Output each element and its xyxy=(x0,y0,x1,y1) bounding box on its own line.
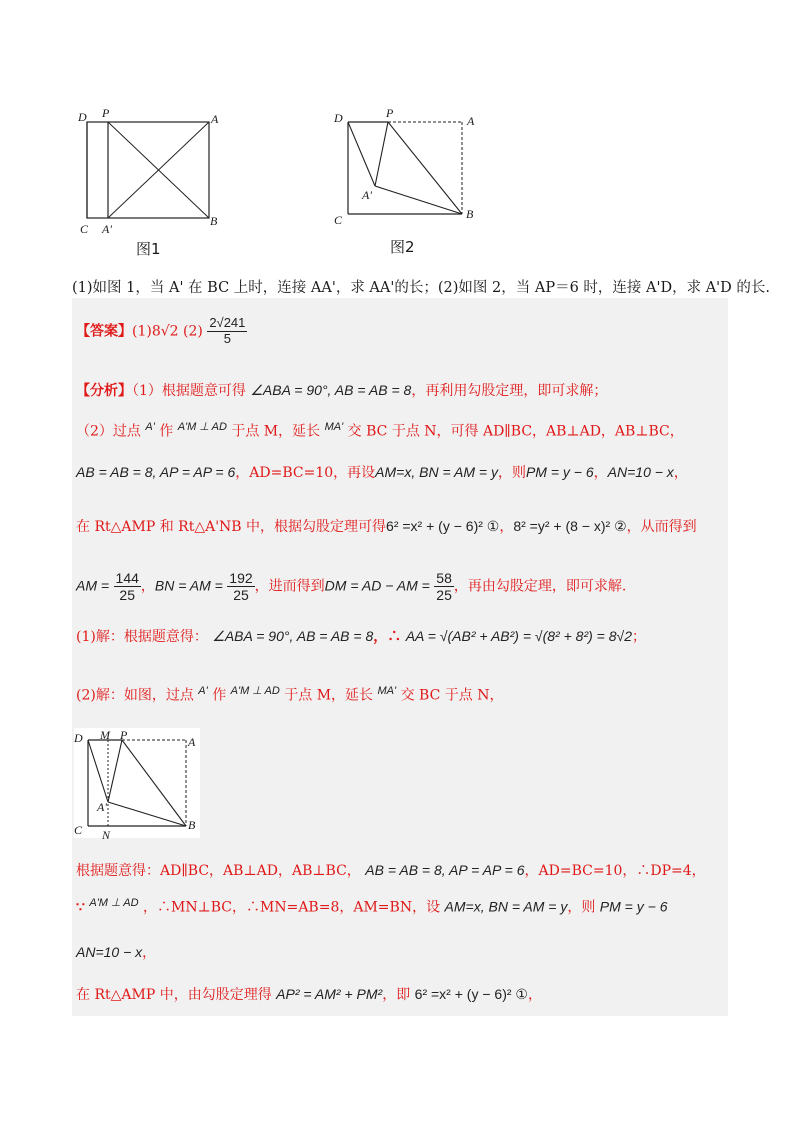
solution-s6-math: AP² = AM² + PM² xyxy=(276,986,383,1002)
analysis-frac-192 xyxy=(227,570,254,603)
analysis-label: 【分析】 xyxy=(76,383,132,399)
fig3-label-a: A xyxy=(188,735,196,749)
solution-s2-a: (2)解：如图，过点 xyxy=(76,687,194,704)
frac-144-den: 25 xyxy=(119,587,135,604)
analysis-frac-58 xyxy=(434,570,454,603)
solution-s2-d: 交 BC 于点 N， xyxy=(400,687,504,704)
solution-s1-a: (1)解：根据题意得： xyxy=(76,629,208,645)
frac-58-num: 58 xyxy=(436,570,452,586)
fig2-label-p: P xyxy=(386,106,394,120)
fig2-label-c: C xyxy=(334,213,343,227)
fig2-caption: 图2 xyxy=(390,238,415,256)
analysis-l4-math1: 6² =x² + (y − 6)² ① xyxy=(386,518,500,534)
fig1-label-d: D xyxy=(78,110,87,124)
solution-s6-b: ，即 xyxy=(382,987,411,1003)
solution-line-2 xyxy=(76,684,503,705)
analysis-l3-c: ，则 xyxy=(497,465,526,481)
solution-s6-math2: 6² =x² + (y − 6)² ① xyxy=(414,986,528,1002)
analysis-l2-c: 于点 M，延长 xyxy=(231,423,321,440)
frac-58-den: 25 xyxy=(436,587,452,604)
answer-part1: (1)8√2 xyxy=(132,323,179,340)
analysis-l5-math3: DM = AD − AM = xyxy=(324,577,430,594)
analysis-line-3 xyxy=(76,462,688,482)
fig1-label-a: A xyxy=(211,112,219,126)
fig1-caption: 图1 xyxy=(136,240,161,258)
analysis-line-4 xyxy=(76,516,697,536)
figure-1 xyxy=(70,100,230,260)
analysis-l2-d: 交 BC 于点 N，可得 AD∥BC，AB⊥AD，AB⊥BC， xyxy=(347,423,684,440)
analysis-l4-a: 在 Rt△AMP 和 Rt△A'NB 中，根据勾股定理可得 xyxy=(76,519,387,535)
fig1-label-p: P xyxy=(102,106,110,120)
solution-perp: A'M ⊥ AD xyxy=(230,685,280,697)
solution-line-3 xyxy=(76,860,706,880)
analysis-line-5 xyxy=(76,570,626,603)
solution-ma-prime: MA' xyxy=(377,685,397,697)
solution-s3-math: AB = AB = 8, AP = AP = 6 xyxy=(365,862,525,878)
fig3-label-a-prime: A' xyxy=(97,800,107,814)
analysis-l5-b: ，进而得到 xyxy=(254,578,325,595)
frac-192-den: 25 xyxy=(233,587,249,604)
analysis-l5-c: ，再由勾股定理，即可求解. xyxy=(453,578,627,595)
fig1-label-a-prime: A' xyxy=(102,222,112,236)
solution-s4-c: ，则 xyxy=(567,899,596,916)
analysis-l3-b: ，AD=BC=10，再设 xyxy=(235,465,376,481)
solution-s6-c: ， xyxy=(527,987,542,1003)
analysis-l2-b: 作 xyxy=(159,423,174,440)
solution-line-4 xyxy=(76,896,667,917)
solution-s2-b: 作 xyxy=(212,687,227,704)
analysis-l3-d: ， xyxy=(593,465,608,481)
solution-s3-a: 根据题意得：AD∥BC，AB⊥AD，AB⊥BC， xyxy=(76,863,361,879)
analysis-line-1 xyxy=(76,380,607,400)
solution-s4-math2: PM = y − 6 xyxy=(599,898,668,915)
analysis-l1-math: ∠ABA = 90°, AB = AB = 8 xyxy=(250,382,412,398)
analysis-l3-math: AB = AB = 8, AP = AP = 6 xyxy=(76,464,236,480)
analysis-line-2 xyxy=(76,420,684,441)
answer-line xyxy=(76,316,247,347)
analysis-l1-tail: ，再利用勾股定理，即可求解； xyxy=(411,383,608,399)
answer-frac-num: 2√241 xyxy=(209,315,246,330)
solution-s5-math: AN=10 − x xyxy=(76,944,143,960)
analysis-frac-144 xyxy=(114,570,141,603)
analysis-l4-c: ，从而得到 xyxy=(626,519,697,535)
answer-frac-den: 5 xyxy=(223,330,231,346)
solution-s4-b: ，∴MN⊥BC，∴MN=AB=8，AM=BN，设 xyxy=(143,899,441,916)
solution-s1-math2: AA = √(AB² + AB²) = √(8² + 8²) = 8√2 xyxy=(405,628,632,644)
solution-s6-a: 在 Rt△AMP 中，由勾股定理得 xyxy=(76,987,272,1003)
figure-3-drawing xyxy=(74,728,200,838)
solution-line-5 xyxy=(76,942,156,962)
analysis-perp: A'M ⊥ AD xyxy=(177,421,227,433)
analysis-l5-math2: BN = AM = xyxy=(154,577,223,594)
fig3-label-b: B xyxy=(188,818,196,832)
analysis-l5-comma: ， xyxy=(140,578,155,595)
analysis-l4-math2: 8² =y² + (8 − x)² ② xyxy=(513,518,627,534)
solution-s4-a: ∵ xyxy=(76,899,85,916)
analysis-l2-a: （2）过点 xyxy=(76,423,141,440)
solution-s4-perp: A'M ⊥ AD xyxy=(89,897,139,909)
answer-part2: (2) xyxy=(183,323,203,340)
analysis-l3-math3: PM = y − 6 xyxy=(525,464,594,480)
analysis-ma-prime: MA' xyxy=(324,421,344,433)
solution-line-6 xyxy=(76,984,542,1004)
solution-s4-math: AM=x, BN = AM = y xyxy=(444,898,568,915)
fig3-label-c: C xyxy=(74,823,83,837)
solution-s3-b: ，AD=BC=10，∴DP=4， xyxy=(524,863,706,879)
figure-3 xyxy=(74,728,200,838)
fig1-label-b: B xyxy=(210,214,218,228)
frac-192-num: 192 xyxy=(229,570,253,586)
solution-s2-c: 于点 M，延长 xyxy=(284,687,374,704)
analysis-l4-b: ， xyxy=(499,519,514,535)
fig2-label-a: A xyxy=(467,114,475,128)
question-text: (1)如图 1，当 A' 在 BC 上时，连接 AA'，求 AA'的长；(2)如图 2，当 AP＝6 时，连接 A'D，求 A'D 的长. xyxy=(72,280,771,296)
solution-s1-c: ； xyxy=(631,629,646,645)
solution-s1-math: ∠ABA = 90°, AB = AB = 8 xyxy=(212,628,374,644)
solution-s5-b: ， xyxy=(142,945,157,961)
analysis-l1-text: （1）根据题意可得 xyxy=(132,383,246,399)
analysis-l3-math2: AM=x, BN = AM = y xyxy=(375,464,498,480)
fig2-label-b: B xyxy=(466,207,474,221)
analysis-l5-math1: AM = xyxy=(76,577,110,594)
fig3-label-p: P xyxy=(120,728,128,742)
answer-fraction xyxy=(207,316,247,347)
fig3-label-d: D xyxy=(74,731,83,745)
analysis-l3-math4: AN=10 − x xyxy=(607,464,674,480)
solution-a-prime: A' xyxy=(198,685,208,697)
frac-144-num: 144 xyxy=(115,570,139,586)
analysis-l3-e: ， xyxy=(673,465,688,481)
fig3-label-m: M xyxy=(100,728,110,742)
solution-line-1 xyxy=(76,626,646,646)
fig2-label-d: D xyxy=(334,111,343,125)
analysis-a-prime: A' xyxy=(145,421,155,433)
solution-s1-b: ，∴ xyxy=(373,629,402,645)
answer-label: 【答案】 xyxy=(76,323,132,340)
fig1-label-c: C xyxy=(80,222,89,236)
fig2-label-a-prime: A' xyxy=(362,188,372,202)
fig3-label-n: N xyxy=(102,828,111,842)
